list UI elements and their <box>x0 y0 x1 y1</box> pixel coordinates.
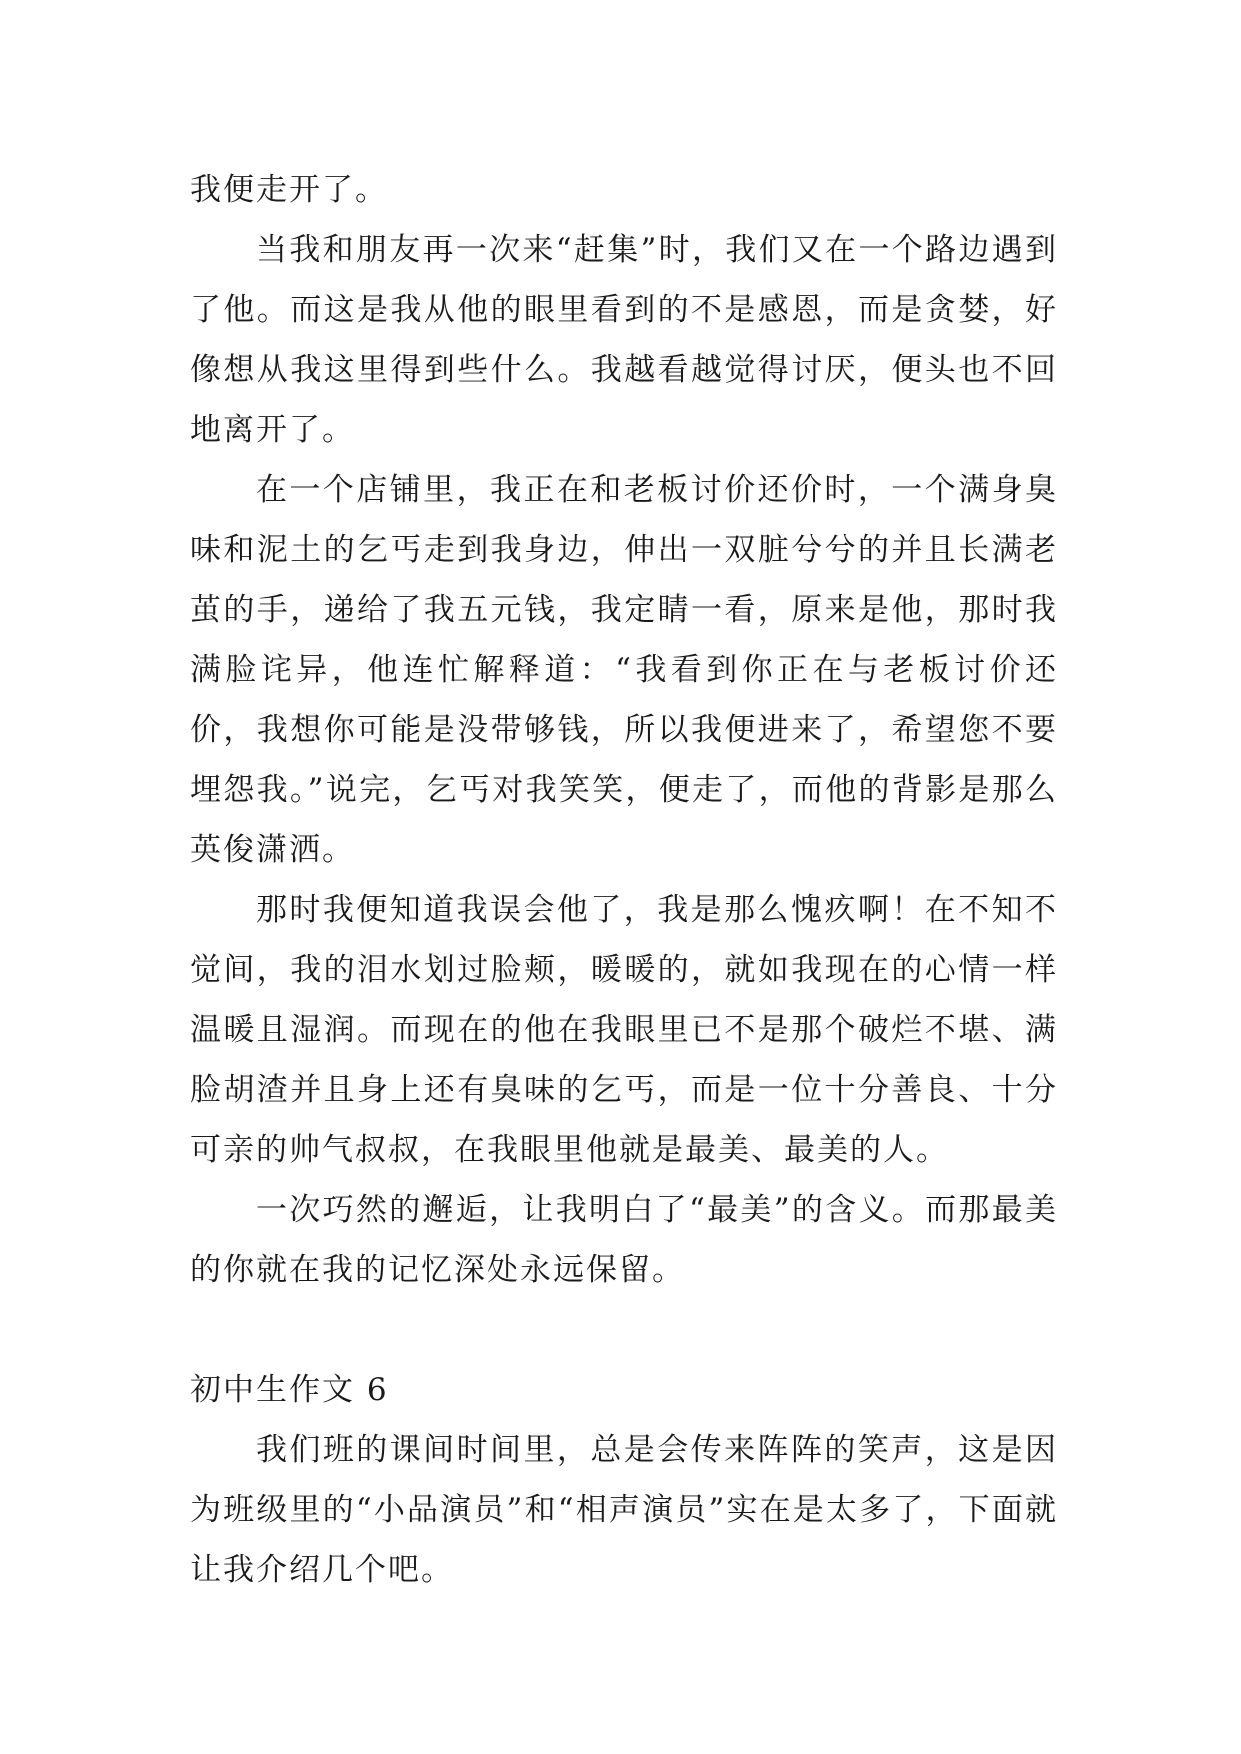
section-title: 初中生作文 6 <box>190 1372 389 1408</box>
paragraph: 在一个店铺里，我正在和老板讨价还价时，一个满身臭味和泥土的乞丐走到我身边，伸出一双脏兮兮的并且长满老茧的手，递给了我五元钱，我定睛一看，原来是他，那时我满脸诧异，他连忙解释道：“我看到你正在与老板讨价还价，我想你可能是没带够钱，所以我便进来了，希望您不要埋怨我。”说完，乞丐对我笑笑，便走了，而他的背影是那么英俊潇洒。 <box>190 472 1058 868</box>
paragraph: 我们班的课间时间里，总是会传来阵阵的笑声，这是因为班级里的“小品演员”和“相声演员”实在是太多了，下面就让我介绍几个吧。 <box>190 1432 1058 1588</box>
paragraph: 一次巧然的邂逅，让我明白了“最美”的含义。而那最美的你就在我的记忆深处永远保留。 <box>190 1192 1058 1288</box>
paragraph-continuation: 我便走开了。 <box>190 172 388 208</box>
document-body <box>190 160 1058 1600</box>
paragraph: 当我和朋友再一次来“赶集”时，我们又在一个路边遇到了他。而这是我从他的眼里看到的不是感恩，而是贪婪，好像想从我这里得到些什么。我越看越觉得讨厌，便头也不回地离开了。 <box>190 232 1058 448</box>
paragraph: 那时我便知道我误会他了，我是那么愧疚啊！在不知不觉间，我的泪水划过脸颊，暖暖的，就如我现在的心情一样温暖且湿润。而现在的他在我眼里已不是那个破烂不堪、满脸胡渣并且身上还有臭味的乞丐，而是一位十分善良、十分可亲的帅气叔叔，在我眼里他就是最美、最美的人。 <box>190 892 1058 1168</box>
